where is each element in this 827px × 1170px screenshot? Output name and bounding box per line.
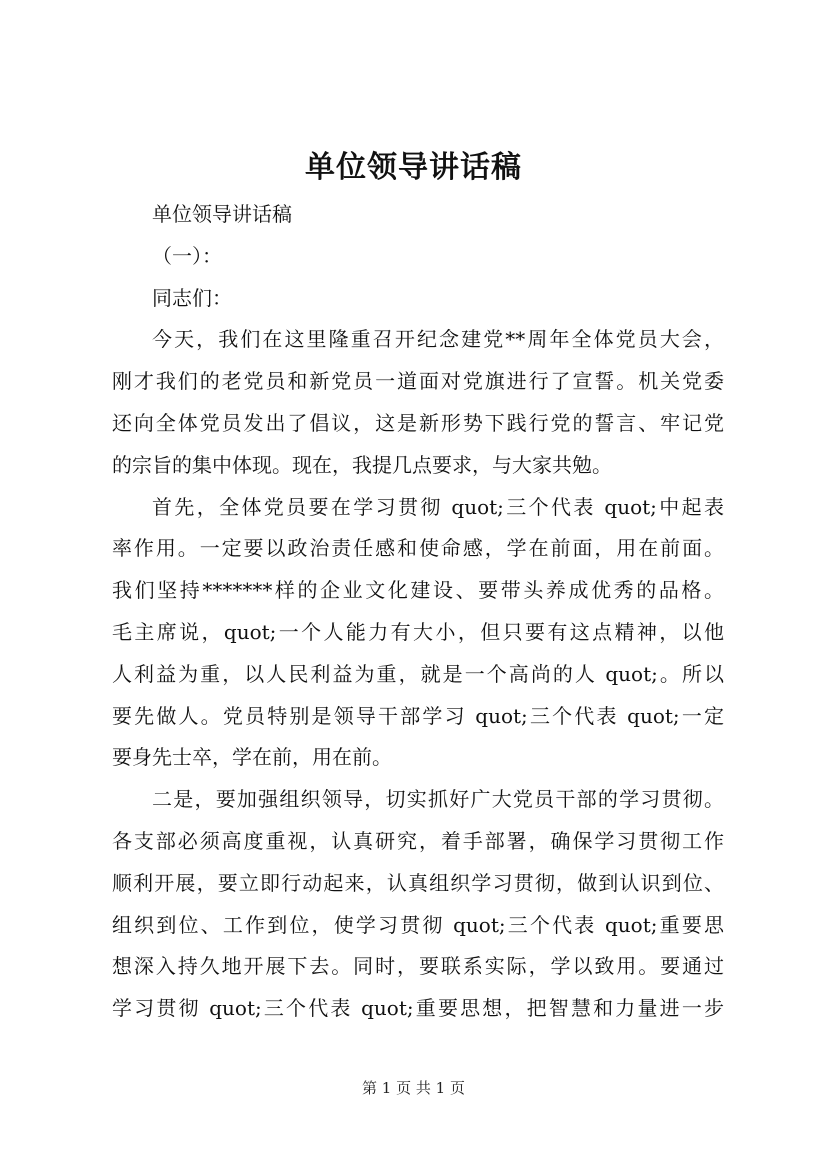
text-line: 各支部必须高度重视，认真研究，着手部署，确保学习贯彻工作 xyxy=(112,828,724,853)
text-line: 单位领导讲话稿 xyxy=(152,202,292,226)
text-line: 组织到位、工作到位，使学习贯彻 quot;三个代表 quot;重要思 xyxy=(112,912,724,937)
text-line: 想深入持久地开展下去。同时，要联系实际，学以致用。要通过 xyxy=(112,954,724,979)
page-footer: 第 1 页 共 1 页 xyxy=(362,1079,465,1097)
text-line: 的宗旨的集中体现。现在，我提几点要求，与大家共勉。 xyxy=(112,452,612,477)
text-line: （一）： xyxy=(152,243,222,268)
text-line: 人利益为重，以人民利益为重，就是一个高尚的人 quot;。所以 xyxy=(112,661,724,686)
document-body xyxy=(112,198,724,1034)
text-line: 我们坚持*******样的企业文化建设、要带头养成优秀的品格。 xyxy=(112,578,724,603)
document-title: 单位领导讲话稿 xyxy=(305,150,522,185)
text-line: 刚才我们的老党员和新党员一道面对党旗进行了宣誓。机关党委 xyxy=(112,369,724,394)
text-line: 二是，要加强组织领导，切实抓好广大党员干部的学习贯彻。 xyxy=(152,787,724,812)
text-line: 还向全体党员发出了倡议，这是新形势下践行党的誓言、牢记党 xyxy=(112,410,724,435)
text-line: 要先做人。党员特别是领导干部学习 quot;三个代表 quot;一定 xyxy=(112,703,724,728)
text-line: 率作用。一定要以政治责任感和使命感，学在前面，用在前面。 xyxy=(112,536,724,561)
text-line: 同志们： xyxy=(152,285,232,310)
text-line: 顺利开展，要立即行动起来，认真组织学习贯彻，做到认识到位、 xyxy=(112,870,724,895)
text-line: 要身先士卒，学在前，用在前。 xyxy=(112,745,392,770)
text-line: 今天，我们在这里隆重召开纪念建党**周年全体党员大会， xyxy=(152,327,724,352)
text-line: 学习贯彻 quot;三个代表 quot;重要思想，把智慧和力量进一步 xyxy=(112,996,724,1021)
text-line: 毛主席说，quot;一个人能力有大小，但只要有这点精神，以他 xyxy=(112,619,724,644)
text-line: 首先，全体党员要在学习贯彻 quot;三个代表 quot;中起表 xyxy=(152,494,724,519)
